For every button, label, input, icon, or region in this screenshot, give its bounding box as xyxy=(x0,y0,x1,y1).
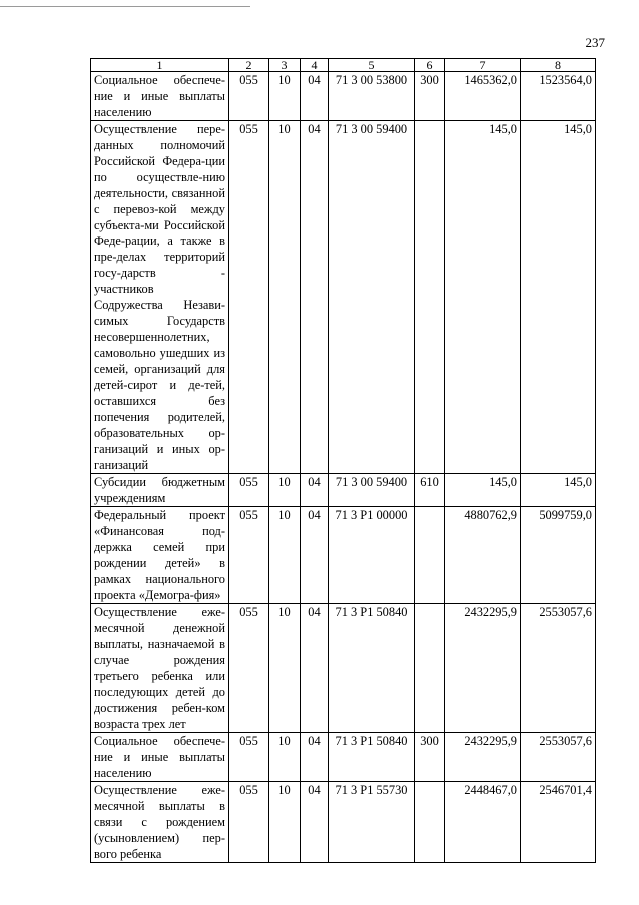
row-name: Субсидии бюджетным учреждениям xyxy=(91,474,229,507)
header-col-7: 7 xyxy=(445,59,521,72)
top-divider xyxy=(0,6,250,7)
row-ministry-code: 055 xyxy=(229,121,269,474)
row-subsection-code: 04 xyxy=(301,474,329,507)
row-ministry-code: 055 xyxy=(229,507,269,604)
row-section-code: 10 xyxy=(269,474,301,507)
row-name: Осуществление еже-месячной выплаты в связи с рождением (усыновлением) пер-вого ребенка xyxy=(91,782,229,863)
row-expense-type: 610 xyxy=(415,474,445,507)
row-name: Социальное обеспече-ние и иные выплаты населению xyxy=(91,733,229,782)
row-amount-year2: 1523564,0 xyxy=(521,72,596,121)
row-ministry-code: 055 xyxy=(229,474,269,507)
row-subsection-code: 04 xyxy=(301,72,329,121)
budget-table xyxy=(90,58,596,863)
row-expense-type: 300 xyxy=(415,733,445,782)
row-ministry-code: 055 xyxy=(229,72,269,121)
row-amount-year2: 145,0 xyxy=(521,474,596,507)
row-target-article: 71 3 P1 50840 xyxy=(329,733,415,782)
page-number: 237 xyxy=(585,35,605,50)
row-ministry-code: 055 xyxy=(229,782,269,863)
row-name: Осуществление еже-месячной денежной выплаты, назначаемой в случае рождения третьего ребенка или последующих детей до достижения ребен-ком возраста трех лет xyxy=(91,604,229,733)
row-subsection-code: 04 xyxy=(301,604,329,733)
row-ministry-code: 055 xyxy=(229,604,269,733)
row-expense-type xyxy=(415,121,445,474)
row-target-article: 71 3 00 53800 xyxy=(329,72,415,121)
row-section-code: 10 xyxy=(269,507,301,604)
row-expense-type xyxy=(415,604,445,733)
table-row xyxy=(91,782,596,863)
row-section-code: 10 xyxy=(269,782,301,863)
row-name: Федеральный проект «Финансовая под-держка семей при рождении детей» в рамках национального проекта «Демогра-фия» xyxy=(91,507,229,604)
header-col-2: 2 xyxy=(229,59,269,72)
header-col-1: 1 xyxy=(91,59,229,72)
row-amount-year1: 2432295,9 xyxy=(445,733,521,782)
table-row xyxy=(91,121,596,474)
row-amount-year2: 145,0 xyxy=(521,121,596,474)
table-row xyxy=(91,733,596,782)
table-row xyxy=(91,72,596,121)
row-section-code: 10 xyxy=(269,72,301,121)
row-expense-type xyxy=(415,507,445,604)
row-amount-year2: 2546701,4 xyxy=(521,782,596,863)
row-target-article: 71 3 P1 55730 xyxy=(329,782,415,863)
row-amount-year1: 2448467,0 xyxy=(445,782,521,863)
header-col-4: 4 xyxy=(301,59,329,72)
row-amount-year2: 5099759,0 xyxy=(521,507,596,604)
row-target-article: 71 3 P1 50840 xyxy=(329,604,415,733)
header-col-3: 3 xyxy=(269,59,301,72)
row-amount-year1: 1465362,0 xyxy=(445,72,521,121)
row-section-code: 10 xyxy=(269,121,301,474)
row-target-article: 71 3 00 59400 xyxy=(329,121,415,474)
header-col-5: 5 xyxy=(329,59,415,72)
row-target-article: 71 3 00 59400 xyxy=(329,474,415,507)
row-amount-year2: 2553057,6 xyxy=(521,604,596,733)
header-col-6: 6 xyxy=(415,59,445,72)
table-row xyxy=(91,507,596,604)
table-header-row xyxy=(91,59,596,72)
row-section-code: 10 xyxy=(269,604,301,733)
row-target-article: 71 3 P1 00000 xyxy=(329,507,415,604)
row-amount-year1: 2432295,9 xyxy=(445,604,521,733)
row-expense-type: 300 xyxy=(415,72,445,121)
table-row xyxy=(91,604,596,733)
table-row xyxy=(91,474,596,507)
row-amount-year1: 145,0 xyxy=(445,474,521,507)
row-subsection-code: 04 xyxy=(301,782,329,863)
row-subsection-code: 04 xyxy=(301,733,329,782)
row-name: Социальное обеспече-ние и иные выплаты населению xyxy=(91,72,229,121)
row-expense-type xyxy=(415,782,445,863)
row-name: Осуществление пере-данных полномочий Российской Федера-ции по осуществле-нию деятельности, связанной с перевоз-кой между субъекта-ми Российской Феде-рации, а также в пре-делах территорий госу-дарств - участников Содружества Незави-симых Государств несовершеннолетних, самовольно ушедших из семей, организаций для детей-сирот и де-тей, оставшихся без попечения родителей, образовательных ор-ганизаций и иных ор-ганизаций xyxy=(91,121,229,474)
row-subsection-code: 04 xyxy=(301,507,329,604)
row-section-code: 10 xyxy=(269,733,301,782)
header-col-8: 8 xyxy=(521,59,596,72)
row-subsection-code: 04 xyxy=(301,121,329,474)
row-amount-year1: 145,0 xyxy=(445,121,521,474)
row-amount-year2: 2553057,6 xyxy=(521,733,596,782)
row-ministry-code: 055 xyxy=(229,733,269,782)
row-amount-year1: 4880762,9 xyxy=(445,507,521,604)
